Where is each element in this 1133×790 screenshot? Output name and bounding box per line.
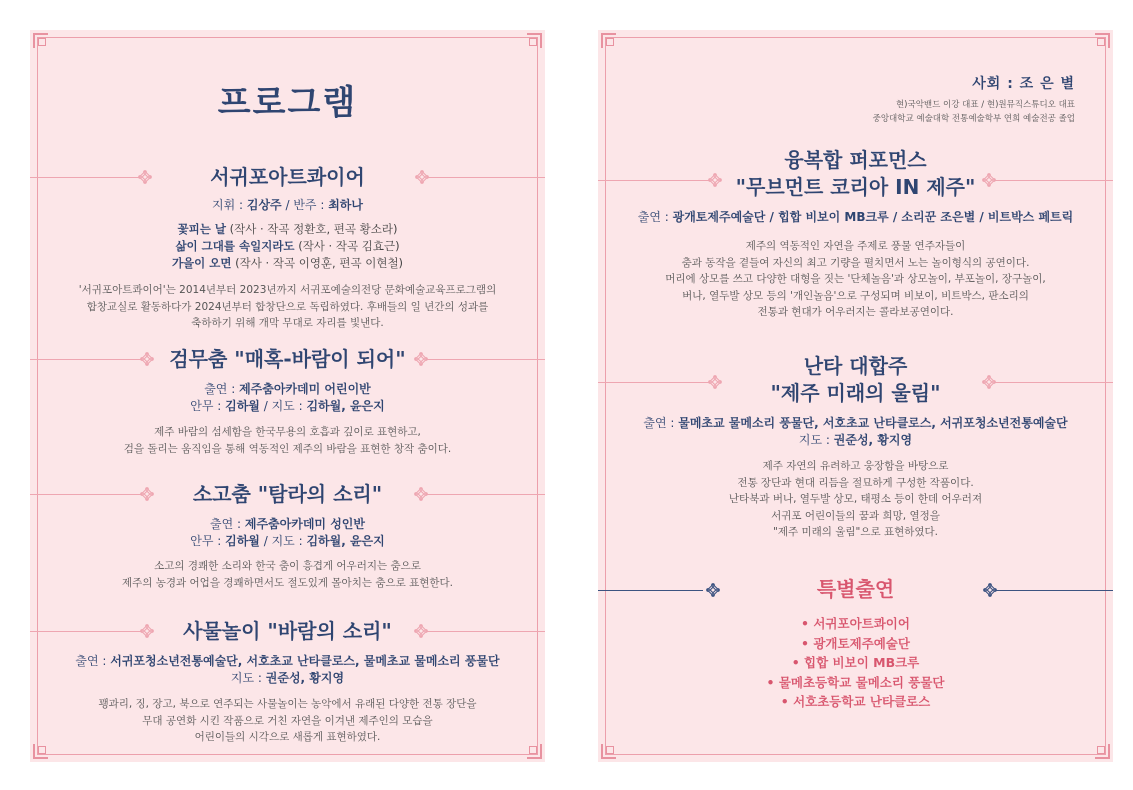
piece-detail: (작사 · 작곡 이영훈, 편곡 이현철) [231, 256, 404, 270]
section-title: "제주 미래의 울림" [770, 381, 941, 405]
special-guest-item: • 광개토제주예술단 [801, 635, 910, 651]
section-description: '서귀포아트콰이어'는 2014년부터 2023년까지 서귀포예술의전당 문화예술교육프로그램의 [78, 284, 497, 296]
credit-role: / 지도 : [259, 399, 307, 413]
credit-name: 김하월 [225, 399, 260, 413]
section-description: 서귀포 어린이들의 꿈과 희망, 열정을 [771, 509, 940, 522]
corner-ornament-icon [527, 744, 542, 759]
piece-detail: (작사 · 작곡 정환호, 편곡 황소라) [225, 222, 398, 236]
corner-ornament-icon [33, 33, 48, 48]
credit-name: 김하월, 윤은지 [306, 534, 385, 548]
section-description: 검을 돌리는 움직임을 통해 역동적인 제주의 바람을 표현한 창작 춤이다. [123, 442, 452, 455]
program-title: 프로그램 [217, 83, 358, 123]
corner-ornament-icon [601, 744, 616, 759]
section-description: 제주 바람의 섬세함을 한국무용의 호흡과 깊이로 표현하고, [154, 426, 421, 438]
section-credit [30, 382, 545, 397]
section-description: 무대 공연화 시킨 작품으로 거친 자연을 이겨낸 제주인의 모습을 [142, 714, 433, 727]
special-guest-item: • 서호초등학교 난타클로스 [780, 694, 931, 709]
section-description: 전통 장단과 현대 리듬을 절묘하게 구성한 작품이다. [737, 476, 974, 489]
section-description: 꽹과리, 징, 장고, 북으로 연주되는 사물놀이는 농악에서 유래된 다양한 전통 장단을 [98, 698, 477, 710]
corner-ornament-icon [33, 744, 48, 759]
credit-name: 제주춤아카데미 어린이반 [239, 382, 371, 396]
section-credit [30, 399, 545, 414]
piece-item [30, 256, 545, 271]
section-credit [30, 654, 545, 669]
section-description: 머리에 상모를 쓰고 다양한 대형을 짓는 '단체놀음'과 상모놀이, 부포놀이, 장구놀이, [665, 273, 1046, 285]
special-guest-item: • 힙합 비보이 MB크루 [791, 655, 920, 670]
credit-name: 김하월, 윤은지 [306, 399, 385, 413]
credit-name: 최하나 [328, 198, 363, 212]
corner-ornament-icon [601, 33, 616, 48]
piece-item [30, 222, 545, 237]
section-title: 소고춤 "탐라의 소리" [192, 482, 383, 506]
host-career-1: 현)국악밴드 이강 대표 / 현)원뮤직스튜디오 대표 [895, 100, 1075, 110]
credit-role: / 지도 : [259, 534, 307, 548]
section-description: 버나, 열두발 상모 등의 '개인놀음'으로 구성되며 비보이, 비트박스, 판소리의 [682, 289, 1029, 302]
credit-role: 출연 : [204, 382, 240, 396]
credit-name: 김상주 [246, 198, 282, 212]
special-title: 특별출연 [816, 577, 895, 601]
section-title: "무브먼트 코리아 IN 제주" [735, 175, 976, 199]
section-description: 어린이들의 시각으로 새롭게 표현하였다. [194, 731, 381, 743]
credit-role: 지도 : [798, 433, 834, 447]
section-credit [598, 210, 1113, 225]
piece-item [30, 239, 545, 254]
program-page-left [30, 30, 545, 762]
section-description: "제주 미래의 울림"으로 표현하였다. [772, 526, 938, 538]
special-guest-item: • 물메초등학교 물메소리 풍물단 [766, 674, 945, 690]
section-description: 제주의 역동적인 자연을 주제로 풍물 연주자들이 [745, 240, 966, 252]
special-guest-item: • 서귀포아트콰이어 [801, 616, 910, 631]
piece-detail: (작사 · 작곡 김효근) [294, 239, 400, 253]
credit-role: 안무 : [190, 534, 226, 548]
section-credit [30, 671, 545, 686]
credit-role: 안무 : [190, 399, 226, 413]
credit-name: 권준성, 황지영 [265, 671, 345, 685]
piece-name: 가을이 오면 [171, 256, 232, 270]
credit-role: 지도 : [230, 671, 266, 685]
credit-name: 김하월 [225, 534, 260, 548]
piece-name: 삶이 그대를 속일지라도 [175, 239, 295, 253]
section-title: 검무춤 "매혹-바람이 되어" [169, 347, 406, 371]
piece-name: 꽃피는 날 [177, 222, 226, 236]
credit-role: 출연 : [75, 654, 111, 668]
credit-role: 출연 : [210, 517, 245, 531]
corner-ornament-icon [1095, 33, 1110, 48]
credit-role: 출연 : [643, 416, 679, 430]
section-description: 전통과 현대가 어우러지는 콜라보공연이다. [757, 306, 954, 318]
section-credit [598, 416, 1113, 431]
corner-ornament-icon [527, 33, 542, 48]
program-page-right [598, 30, 1113, 762]
credit-name: 제주춤아카데미 성인반 [244, 517, 365, 531]
credit-name: 권준성, 황지영 [833, 433, 913, 447]
credit-name: 광개토제주예술단 / 힙합 비보이 MB크루 / 소리꾼 조은별 / 비트박스 페트릭 [672, 210, 1074, 224]
credit-name: 서귀포청소년전통예술단, 서호초교 난타클로스, 물메초교 물메소리 풍물단 [110, 654, 500, 668]
section-title: 서귀포아트콰이어 [210, 165, 365, 189]
section-title: 난타 대합주 [803, 354, 908, 378]
credit-name: 물메초교 물메소리 풍물단, 서호초교 난타클로스, 서귀포청소년전통예술단 [678, 416, 1068, 430]
section-description: 제주 자연의 유려하고 웅장함을 바탕으로 [762, 460, 949, 472]
section-credit [30, 534, 545, 549]
corner-ornament-icon [1095, 744, 1110, 759]
section-title: 융복합 퍼포먼스 [784, 148, 927, 172]
section-description: 합창교실로 활동하다가 2024년부터 합창단으로 독립하였다. 후배들의 일 년간의 성과를 [86, 300, 489, 313]
section-description: 제주의 농경과 어업을 경쾌하면서도 절도있게 몰아치는 춤으로 표현한다. [122, 576, 453, 589]
credit-role: 지휘 : [212, 198, 247, 212]
section-credit [30, 517, 545, 532]
section-description: 축하하기 위해 개막 무대로 자리를 빛낸다. [191, 317, 384, 329]
section-title: 사물놀이 "바람의 소리" [183, 619, 392, 643]
host-career-2: 중앙대학교 예술대학 전통예술학부 연희 예술전공 졸업 [872, 114, 1075, 124]
host-name: 사회 : 조 은 별 [972, 76, 1075, 92]
credit-role: 출연 : [637, 210, 673, 224]
section-description: 소고의 경쾌한 소리와 한국 춤이 흥겹게 어우러지는 춤으로 [154, 560, 421, 572]
section-description: 난타북과 버나, 열두발 상모, 태평소 등이 한데 어우러져 [728, 493, 983, 505]
section-credit [30, 198, 545, 213]
section-credit [598, 433, 1113, 448]
section-description: 춤과 동작을 곁들여 자신의 최고 기량을 펼치면서 노는 놀이형식의 공연이다. [681, 256, 1030, 269]
credit-role: / 반주 : [281, 198, 329, 212]
